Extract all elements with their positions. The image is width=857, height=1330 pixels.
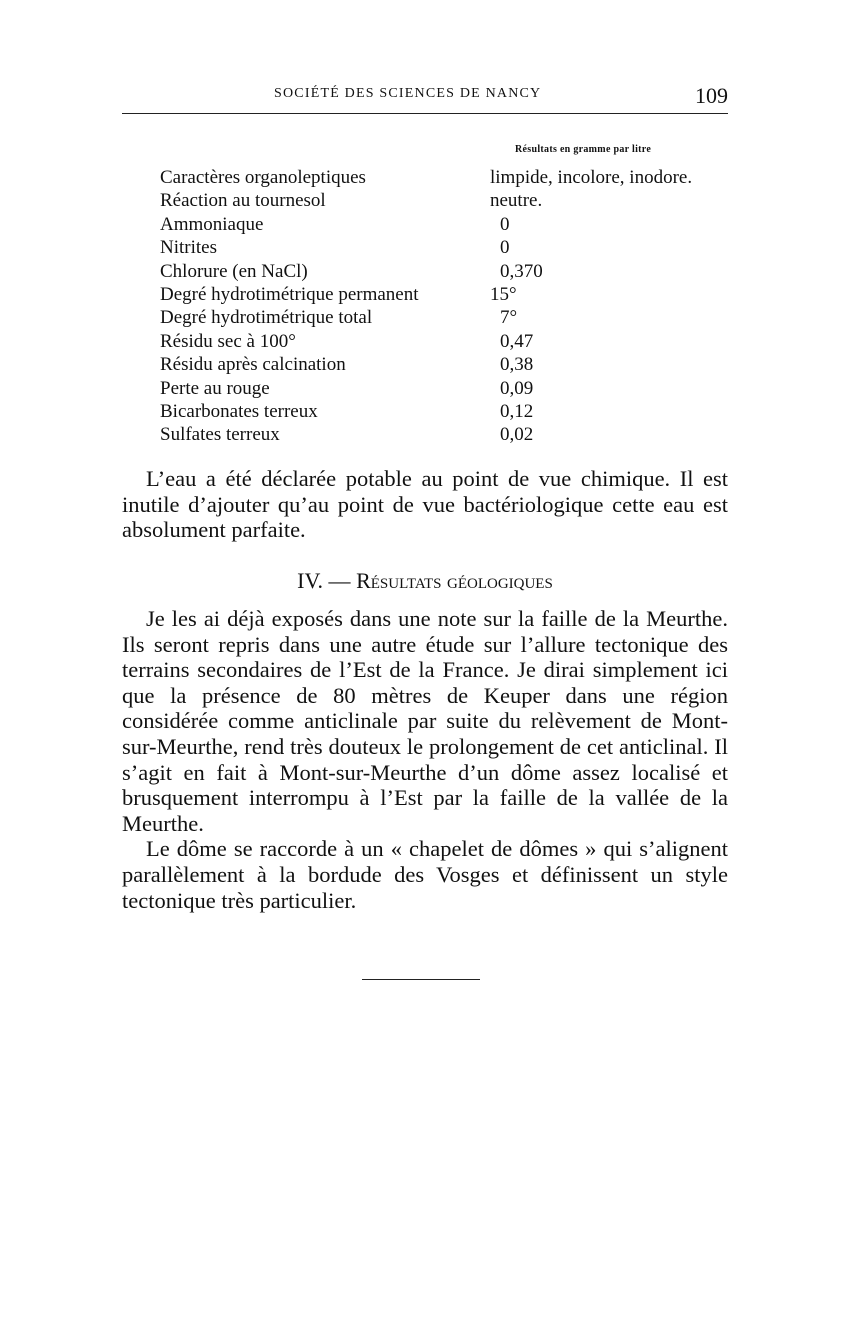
row-value: 0 — [500, 237, 510, 259]
row-label: Réaction au tournesol — [160, 190, 326, 212]
table-row — [160, 306, 730, 329]
row-label: Chlorure (en NaCl) — [160, 260, 308, 282]
header-rule — [122, 113, 728, 114]
table-row — [160, 213, 730, 236]
running-head — [122, 83, 728, 110]
section-number: IV. — — [297, 568, 351, 593]
table-row — [160, 260, 730, 283]
row-value: 15° — [490, 283, 517, 305]
geology-text — [122, 606, 728, 913]
table-row — [160, 189, 730, 212]
row-label: Nitrites — [160, 237, 217, 259]
row-label: Résidu sec à 100° — [160, 330, 296, 352]
table-row — [160, 330, 730, 353]
row-value: 0,02 — [500, 424, 534, 446]
row-label: Résidu après calcination — [160, 354, 346, 376]
page-number: 109 — [695, 83, 728, 108]
row-label: Sulfates terreux — [160, 424, 280, 446]
row-label: Caractères organoleptiques — [160, 167, 366, 188]
row-value: 0 — [500, 213, 510, 235]
row-label: Degré hydrotimétrique permanent — [160, 283, 419, 305]
row-value: 0,09 — [500, 377, 534, 399]
paragraph: Je les ai déjà exposés dans une note sur la faille de la Meurthe. Ils seront repris dans une autre étude sur l’allure tectonique des terrains secondaires de l’Est de la France. Je dirai simplement ici que la présence de 80 mètres de Keuper dans une région considérée comme anticlinale par suite du relèvement de Mont-sur-Meurthe, rend très douteux le prolongement de cet anticlinal. Il s’agit en fait à Mont-sur-Meurthe d’un dôme assez localisé et brusquement interrompu à l’Est par la faille de la vallée de la Meurthe. — [122, 606, 728, 836]
table-row — [160, 166, 730, 189]
running-title: SOCIÉTÉ DES SCIENCES DE NANCY — [274, 86, 542, 101]
table-row — [160, 353, 730, 376]
section-heading — [122, 568, 728, 594]
paragraph: Le dôme se raccorde à un « chapelet de dômes » qui s’alignent parallèlement à la bordude des Vosges et définissent un style tectonique très particulier. — [122, 836, 728, 913]
row-label: Ammoniaque — [160, 213, 264, 235]
conclusion-paragraph — [122, 466, 728, 543]
end-rule — [362, 979, 480, 980]
row-label: Degré hydrotimétrique total — [160, 307, 373, 329]
analysis-table — [160, 166, 730, 447]
table-row — [160, 236, 730, 259]
row-value: 7° — [500, 307, 518, 329]
row-value: 0,47 — [500, 330, 534, 352]
section-title: Résultats géologiques — [356, 568, 553, 593]
table-row — [160, 377, 730, 400]
table-row — [160, 283, 730, 306]
paragraph: L’eau a été déclarée potable au point de vue chimique. Il est inutile d’ajouter qu’au point de vue bactériologique cette eau est absolument parfaite. — [122, 466, 728, 543]
row-value: 0,12 — [500, 400, 534, 422]
table-row — [160, 400, 730, 423]
row-value: 0,38 — [500, 354, 534, 376]
row-value: neutre. — [490, 190, 543, 212]
row-value: limpide, incolore, inodore. — [490, 167, 693, 188]
table-caption: Résultats en gramme par litre — [515, 144, 652, 155]
row-label: Perte au rouge — [160, 377, 270, 399]
row-value: 0,370 — [500, 260, 543, 282]
row-label: Bicarbonates terreux — [160, 400, 318, 422]
table-row — [160, 423, 730, 446]
